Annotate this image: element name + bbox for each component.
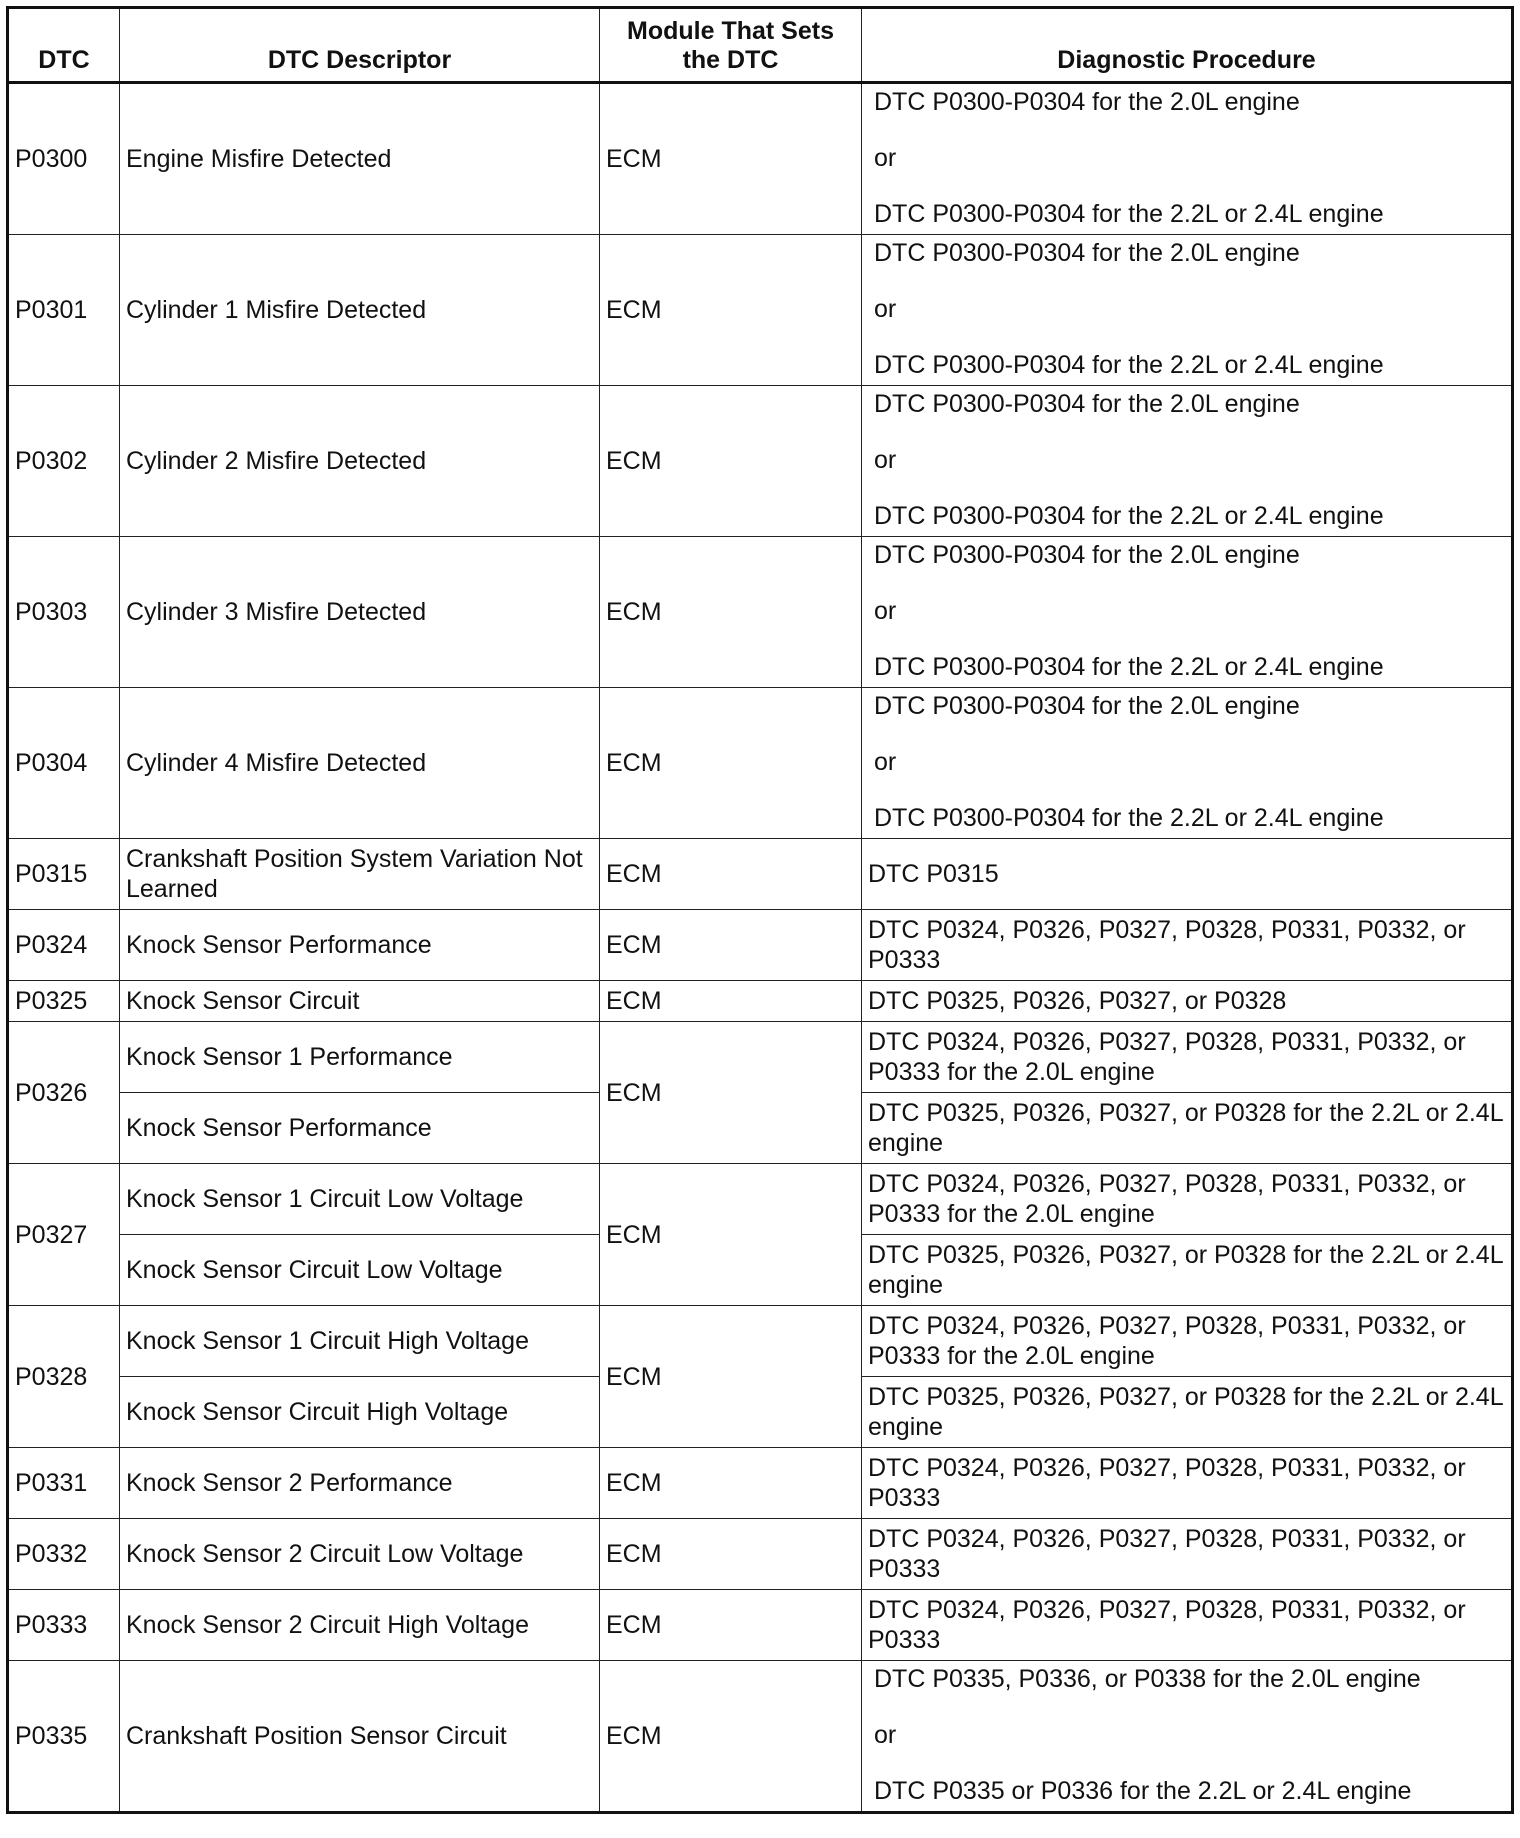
cell-descriptor: Knock Sensor Circuit (120, 981, 600, 1022)
cell-procedure: DTC P0324, P0326, P0327, P0328, P0331, P0332, or P0333 (862, 1448, 1513, 1519)
cell-dtc: P0326 (8, 1022, 120, 1164)
procedure-line: DTC P0300-P0304 for the 2.0L engine (874, 239, 1300, 267)
cell-dtc: P0303 (8, 537, 120, 688)
procedure-line: or (874, 144, 897, 172)
table-row (8, 1306, 1513, 1377)
cell-descriptor: Knock Sensor Circuit High Voltage (120, 1377, 600, 1448)
cell-dtc: P0325 (8, 981, 120, 1022)
procedure-line: or (874, 295, 897, 323)
procedure-line: DTC P0335 or P0336 for the 2.2L or 2.4L engine (874, 1777, 1412, 1805)
cell-module: ECM (600, 83, 862, 235)
table-row (8, 386, 1513, 537)
cell-procedure: DTC P0324, P0326, P0327, P0328, P0331, P0332, or P0333 for the 2.0L engine (862, 1164, 1513, 1235)
cell-procedure: DTC P0325, P0326, P0327, or P0328 for the 2.2L or 2.4L engine (862, 1235, 1513, 1306)
cell-procedure: DTC P0315 (862, 839, 1513, 910)
cell-module: ECM (600, 235, 862, 386)
table-row (8, 235, 1513, 386)
cell-module: ECM (600, 910, 862, 981)
cell-dtc: P0302 (8, 386, 120, 537)
procedure-line: or (874, 1721, 897, 1749)
cell-procedure: DTC P0324, P0326, P0327, P0328, P0331, P0332, or P0333 (862, 1590, 1513, 1661)
cell-procedure (862, 83, 1513, 235)
procedure-line: or (874, 748, 897, 776)
cell-dtc: P0304 (8, 688, 120, 839)
cell-descriptor: Knock Sensor Performance (120, 1093, 600, 1164)
cell-module: ECM (600, 1519, 862, 1590)
procedure-line: DTC P0300-P0304 for the 2.2L or 2.4L engine (874, 200, 1384, 228)
cell-descriptor: Knock Sensor Performance (120, 910, 600, 981)
cell-procedure: DTC P0324, P0326, P0327, P0328, P0331, P0332, or P0333 for the 2.0L engine (862, 1022, 1513, 1093)
cell-module: ECM (600, 1448, 862, 1519)
cell-procedure (862, 386, 1513, 537)
table-body (8, 83, 1513, 1813)
table-row (8, 1519, 1513, 1590)
cell-module: ECM (600, 386, 862, 537)
table-row (8, 83, 1513, 235)
header-dtc: DTC (8, 8, 120, 83)
table-row (8, 1164, 1513, 1235)
table-row (8, 688, 1513, 839)
table-row (8, 839, 1513, 910)
table-row (8, 910, 1513, 981)
table-row (8, 1590, 1513, 1661)
cell-dtc: P0328 (8, 1306, 120, 1448)
procedure-line: DTC P0300-P0304 for the 2.0L engine (874, 88, 1300, 116)
procedure-line: DTC P0335, P0336, or P0338 for the 2.0L engine (874, 1665, 1421, 1693)
cell-procedure: DTC P0324, P0326, P0327, P0328, P0331, P0332, or P0333 (862, 1519, 1513, 1590)
cell-descriptor: Knock Sensor 2 Circuit High Voltage (120, 1590, 600, 1661)
table-row (8, 981, 1513, 1022)
procedure-line: DTC P0300-P0304 for the 2.2L or 2.4L engine (874, 351, 1384, 379)
procedure-line: DTC P0300-P0304 for the 2.0L engine (874, 692, 1300, 720)
cell-dtc: P0315 (8, 839, 120, 910)
procedure-line: DTC P0300-P0304 for the 2.2L or 2.4L engine (874, 502, 1384, 530)
procedure-line: DTC P0300-P0304 for the 2.2L or 2.4L engine (874, 653, 1384, 681)
cell-module: ECM (600, 1022, 862, 1164)
cell-module: ECM (600, 1590, 862, 1661)
procedure-line: DTC P0300-P0304 for the 2.0L engine (874, 541, 1300, 569)
cell-module: ECM (600, 537, 862, 688)
cell-dtc: P0333 (8, 1590, 120, 1661)
cell-descriptor: Knock Sensor 1 Performance (120, 1022, 600, 1093)
procedure-line: or (874, 446, 897, 474)
cell-module: ECM (600, 688, 862, 839)
cell-descriptor: Crankshaft Position System Variation Not Learned (120, 839, 600, 910)
cell-procedure: DTC P0325, P0326, P0327, or P0328 (862, 981, 1513, 1022)
cell-module: ECM (600, 839, 862, 910)
table-row (8, 537, 1513, 688)
cell-module: ECM (600, 1661, 862, 1813)
dtc-table (6, 6, 1514, 1814)
cell-descriptor: Knock Sensor 1 Circuit High Voltage (120, 1306, 600, 1377)
header-procedure: Diagnostic Procedure (862, 8, 1513, 83)
header-module: Module That Sets the DTC (600, 8, 862, 83)
cell-descriptor: Engine Misfire Detected (120, 83, 600, 235)
cell-descriptor: Crankshaft Position Sensor Circuit (120, 1661, 600, 1813)
cell-descriptor: Cylinder 3 Misfire Detected (120, 537, 600, 688)
cell-procedure: DTC P0325, P0326, P0327, or P0328 for the 2.2L or 2.4L engine (862, 1377, 1513, 1448)
cell-module: ECM (600, 981, 862, 1022)
table-row (8, 1661, 1513, 1813)
cell-procedure: DTC P0325, P0326, P0327, or P0328 for the 2.2L or 2.4L engine (862, 1093, 1513, 1164)
cell-module: ECM (600, 1306, 862, 1448)
cell-procedure (862, 537, 1513, 688)
cell-descriptor: Cylinder 1 Misfire Detected (120, 235, 600, 386)
cell-dtc: P0300 (8, 83, 120, 235)
procedure-line: DTC P0300-P0304 for the 2.2L or 2.4L engine (874, 804, 1384, 832)
cell-descriptor: Cylinder 4 Misfire Detected (120, 688, 600, 839)
table-row (8, 1448, 1513, 1519)
cell-procedure (862, 688, 1513, 839)
cell-procedure: DTC P0324, P0326, P0327, P0328, P0331, P0332, or P0333 for the 2.0L engine (862, 1306, 1513, 1377)
procedure-line: DTC P0300-P0304 for the 2.0L engine (874, 390, 1300, 418)
cell-procedure (862, 235, 1513, 386)
cell-descriptor: Knock Sensor 2 Circuit Low Voltage (120, 1519, 600, 1590)
cell-module: ECM (600, 1164, 862, 1306)
cell-dtc: P0332 (8, 1519, 120, 1590)
header-descriptor: DTC Descriptor (120, 8, 600, 83)
cell-dtc: P0327 (8, 1164, 120, 1306)
cell-descriptor: Knock Sensor Circuit Low Voltage (120, 1235, 600, 1306)
cell-dtc: P0331 (8, 1448, 120, 1519)
cell-dtc: P0324 (8, 910, 120, 981)
cell-descriptor: Knock Sensor 1 Circuit Low Voltage (120, 1164, 600, 1235)
table-row (8, 1022, 1513, 1093)
cell-procedure (862, 1661, 1513, 1813)
cell-dtc: P0335 (8, 1661, 120, 1813)
cell-descriptor: Cylinder 2 Misfire Detected (120, 386, 600, 537)
cell-dtc: P0301 (8, 235, 120, 386)
cell-procedure: DTC P0324, P0326, P0327, P0328, P0331, P0332, or P0333 (862, 910, 1513, 981)
table-header-row (8, 8, 1513, 83)
cell-descriptor: Knock Sensor 2 Performance (120, 1448, 600, 1519)
procedure-line: or (874, 597, 897, 625)
